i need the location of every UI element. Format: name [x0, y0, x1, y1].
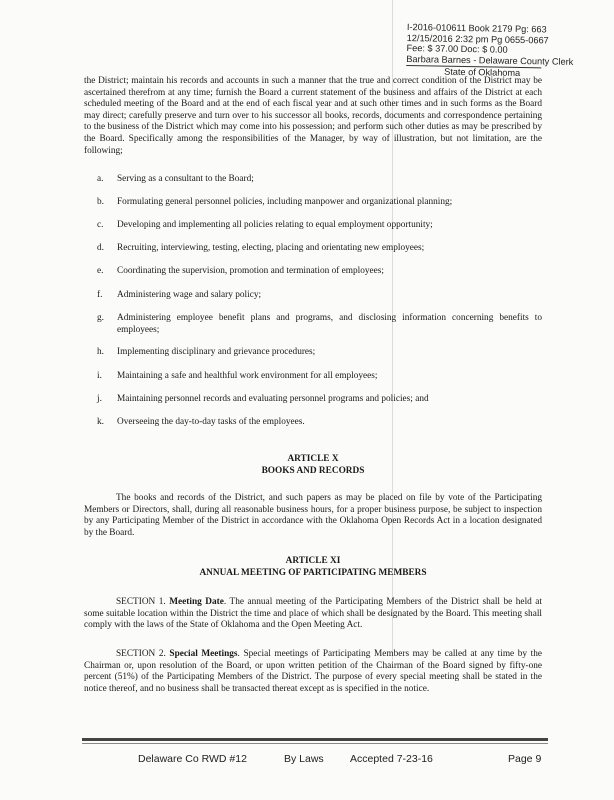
list-letter: g.	[97, 313, 104, 323]
list-letter: b.	[97, 197, 104, 207]
article-11-number: ARTICLE XI	[285, 556, 341, 566]
section-2-text: . Special meetings of Participating Members may be called at any time by the Chairman or, upon resolution of the Board, or upon written petition of the Chairman of the Board signed by fifty-one percent (51%) of the Participating Members of the District. The purpose of every special meeting shall be stated in the notice thereof, and no business shall be transacted thereat except as is specified in the notice.	[84, 649, 542, 694]
footer-district: Delaware Co RWD #12	[138, 753, 247, 765]
footer-doc: By Laws	[284, 753, 324, 765]
footer-page-number: Page 9	[508, 753, 542, 765]
list-letter: k.	[97, 417, 104, 427]
stamp-line-4: Barbara Barnes - Delaware County Clerk	[406, 53, 574, 67]
list-text: Formulating general personnel policies, including manpower and organizational planning;	[117, 197, 453, 207]
section-1-paragraph	[84, 597, 542, 632]
list-letter: i.	[97, 371, 102, 381]
list-letter: h.	[97, 347, 104, 357]
section-1-title: Meeting Date	[169, 597, 224, 607]
footer-accepted: Accepted 7-23-16	[350, 753, 433, 765]
recording-stamp	[406, 22, 577, 80]
list-text: Coordinating the supervision, promotion and termination of employees;	[117, 266, 384, 276]
list-letter: a.	[97, 174, 104, 184]
section-2-label: SECTION 2.	[116, 649, 166, 659]
article-10-paragraph: The books and records of the District, and such papers as may be placed on file by vote of the Participating Members or Directors, shall, during all reasonable business hours, for a proper business purpose, be subject to inspection by any Participating Member of the District in accordance with the Oklahoma Open Records Act in a location designated by the Board.	[84, 493, 542, 538]
list-text: Overseeing the day-to-day tasks of the employees.	[117, 417, 305, 427]
stamp-line-2: 12/15/2016 2:32 pm Pg 0655-0667	[406, 32, 549, 46]
stamp-line-3: Fee: $ 37.00 Doc: $ 0.00	[406, 43, 508, 55]
list-text: Administering wage and salary policy;	[117, 290, 262, 300]
footer-rule	[82, 738, 548, 741]
list-text: Recruiting, interviewing, testing, electing, placing and orientating new employees;	[117, 243, 425, 253]
intro-paragraph: the District; maintain his records and accounts in such a manner that the true and correct condition of the District may be ascertained therefrom at any time; furnish the Board a current statement of the business and affairs of the District at each scheduled meeting of the Board and at the end of each fiscal year and at such other times and in such forms as the Board may direct; carefully preserve and turn over to his successor all books, records, documents and correspondence pertaining to the business of the District which may come into his possession; and perform such other duties as may be prescribed by the Board. Specifically among the responsibilities of the Manager, by way of illustration, but not limitation, are the following;	[84, 76, 542, 156]
article-10-number: ARTICLE X	[287, 454, 339, 464]
list-text: Serving as a consultant to the Board;	[117, 174, 254, 184]
list-letter: e.	[97, 266, 104, 276]
list-letter: f.	[97, 290, 103, 300]
section-2-paragraph	[84, 649, 542, 695]
section-1-text: . The annual meeting of the Participating Members of the District shall be held at some suitable location within the District the time and place of which shall be designated by the Board. This meeting shall comply with the laws of the State of Oklahoma and the Open Meeting Act.	[84, 597, 543, 631]
list-text: Developing and implementing all policies relating to equal employment opportunity;	[117, 220, 433, 230]
article-11-title: ANNUAL MEETING OF PARTICIPATING MEMBERS	[199, 568, 427, 578]
footer-rule-thin	[82, 743, 548, 744]
list-letter: j.	[97, 394, 102, 404]
article-10-title: BOOKS AND RECORDS	[261, 466, 365, 476]
list-letter: c.	[97, 220, 104, 230]
list-letter: d.	[97, 243, 104, 253]
stamp-line-5: State of Oklahoma	[444, 67, 521, 79]
section-1-label: SECTION 1.	[116, 597, 166, 607]
stamp-line-1: I-2016-010611 Book 2179 Pg: 663	[406, 22, 547, 35]
list-text: Implementing disciplinary and grievance procedures;	[117, 347, 316, 357]
list-text: Administering employee benefit plans and programs, and disclosing information concerning benefits to employees;	[117, 313, 542, 335]
list-text: Maintaining personnel records and evaluating personnel programs and policies; and	[117, 394, 429, 404]
section-2-title: Special Meetings	[169, 649, 238, 659]
list-text: Maintaining a safe and healthful work environment for all employees;	[117, 371, 378, 381]
